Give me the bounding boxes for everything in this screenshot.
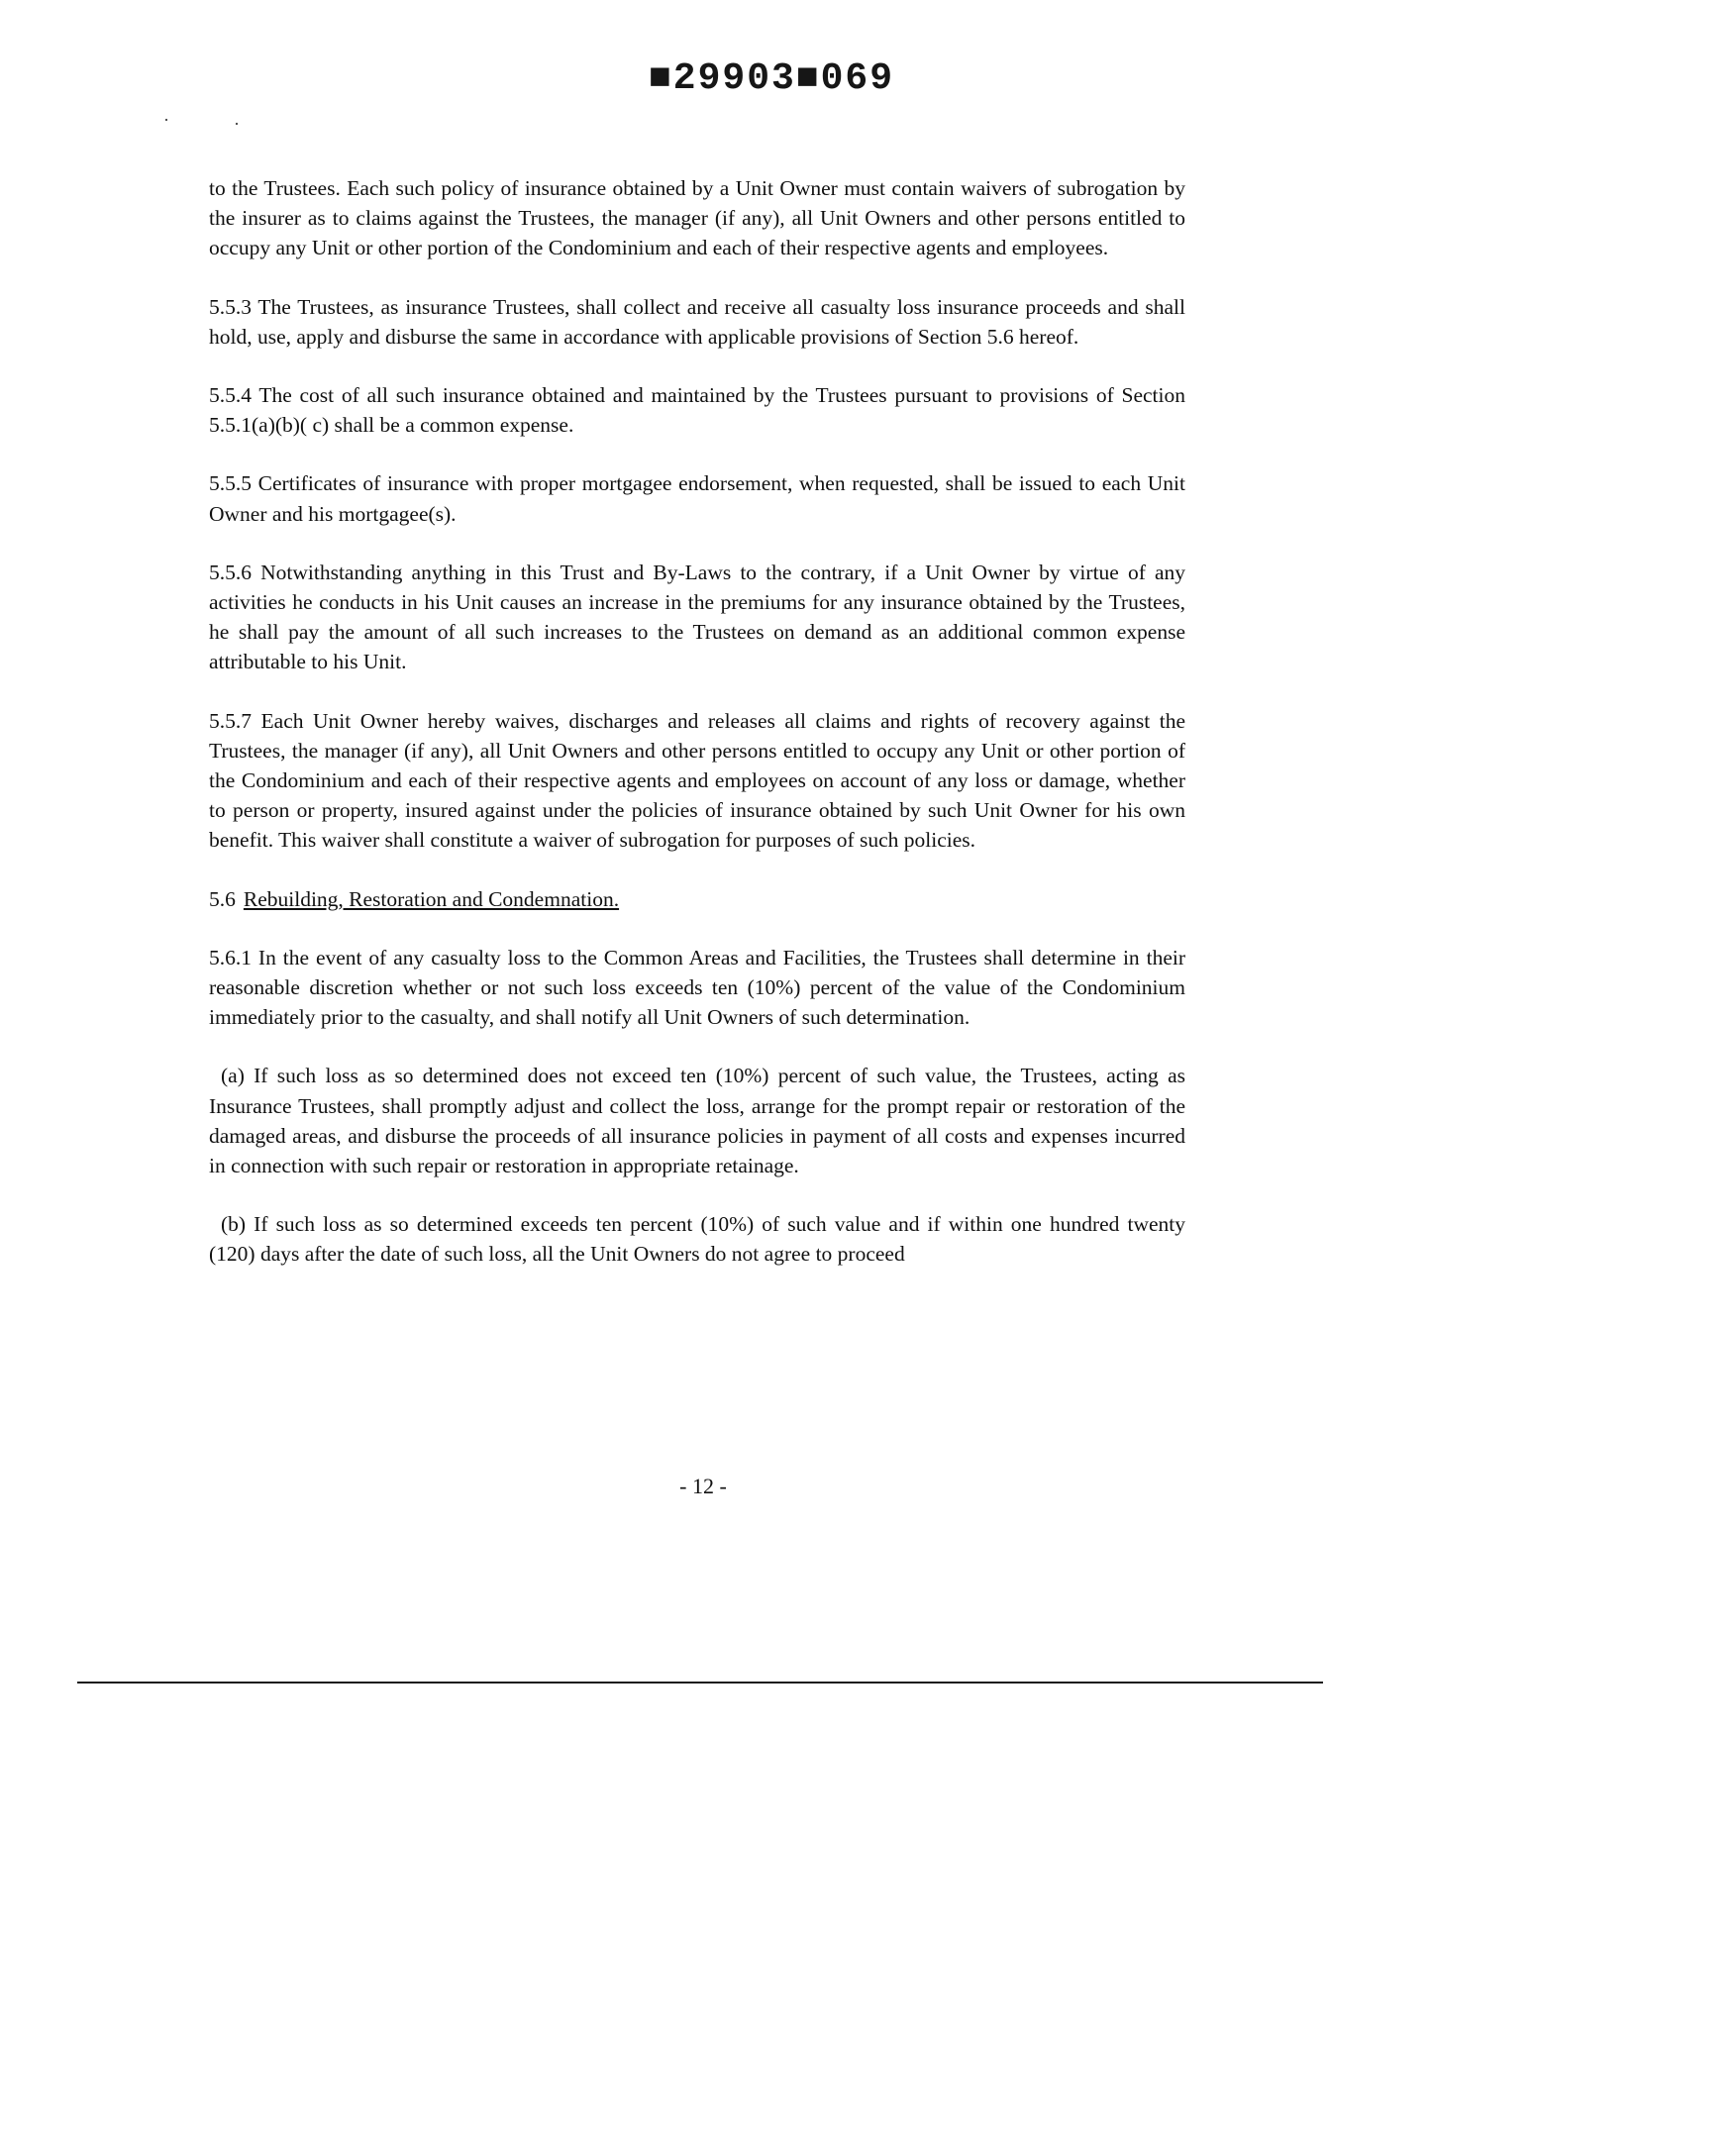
paragraph-5-5-4: 5.5.4 The cost of all such insurance obtained and maintained by the Trustees pursuant to provisions of Section 5.5.1(a)(b)( c) shall be a common expense. bbox=[209, 383, 1185, 438]
subparagraph-a: (a) If such loss as so determined does not exceed ten (10%) percent of such value, the Trustees, acting as Insurance Trustees, shall promptly adjust and collect the loss, arrange for the prompt repair or restoration of the damaged areas, and disburse the proceeds of all insurance policies in payment of all costs and expenses incurred in connection with such repair or restoration in appropriate retainage. bbox=[209, 1064, 1185, 1178]
paragraph-5-5-3: 5.5.3 The Trustees, as insurance Trustees, shall collect and receive all casualty loss insurance proceeds and shall hold, use, apply and disburse the same in accordance with applicable provisions of Section 5.6 hereof. bbox=[209, 294, 1185, 349]
section-number: 5.6 bbox=[209, 886, 236, 911]
page-number: - 12 - bbox=[679, 1474, 727, 1498]
subparagraph-b: (b) If such loss as so determined exceeds ten percent (10%) of such value and if within one hundred twenty (120) days after the date of such loss, all the Unit Owners do not agree to proceed bbox=[209, 1212, 1185, 1267]
bottom-rule bbox=[77, 1682, 1323, 1684]
recording-stamp: ■29903■069 bbox=[649, 57, 895, 100]
paragraph-5-5-6: 5.5.6 Notwithstanding anything in this Trust and By-Laws to the contrary, if a Unit Owner by virtue of any activities he conducts in his Unit causes an increase in the premiums for any insurance obtained by the Trustees, he shall pay the amount of all such increases to the Trustees on demand as an additional common expense attributable to his Unit. bbox=[209, 560, 1185, 674]
paragraph-insurance-waivers: to the Trustees. Each such policy of insurance obtained by a Unit Owner must contain waivers of subrogation by the insurer as to claims against the Trustees, the manager (if any), all Unit Owners and other persons entitled to occupy any Unit or other portion of the Condominium and each of their respective agents and employees. bbox=[209, 176, 1185, 260]
paragraph-5-6-1: 5.6.1 In the event of any casualty loss to the Common Areas and Facilities, the Trustees shall determine in their reasonable discretion whether or not such loss exceeds ten (10%) percent of the value of the Condominium immediately prior to the casualty, and shall notify all Unit Owners of such determination. bbox=[209, 945, 1185, 1030]
scan-speck: · bbox=[234, 114, 240, 134]
section-title: Rebuilding, Restoration and Condemnation. bbox=[243, 886, 620, 911]
paragraph-5-5-7: 5.5.7 Each Unit Owner hereby waives, discharges and releases all claims and rights of recovery against the Trustees, the manager (if any), all Unit Owners and other persons entitled to occupy any Unit or other portion of the Condominium and each of their respective agents and employees on account of any loss or damage, whether to person or property, insured against under the policies of insurance obtained by such Unit Owner for his own benefit. This waiver shall constitute a waiver of subrogation for purposes of such policies. bbox=[209, 708, 1185, 853]
section-heading-5-6 bbox=[209, 884, 1185, 914]
document-body bbox=[209, 173, 1185, 1298]
scan-speck: · bbox=[163, 110, 169, 130]
paragraph-5-5-5: 5.5.5 Certificates of insurance with proper mortgagee endorsement, when requested, shall be issued to each Unit Owner and his mortgagee(s). bbox=[209, 471, 1185, 526]
